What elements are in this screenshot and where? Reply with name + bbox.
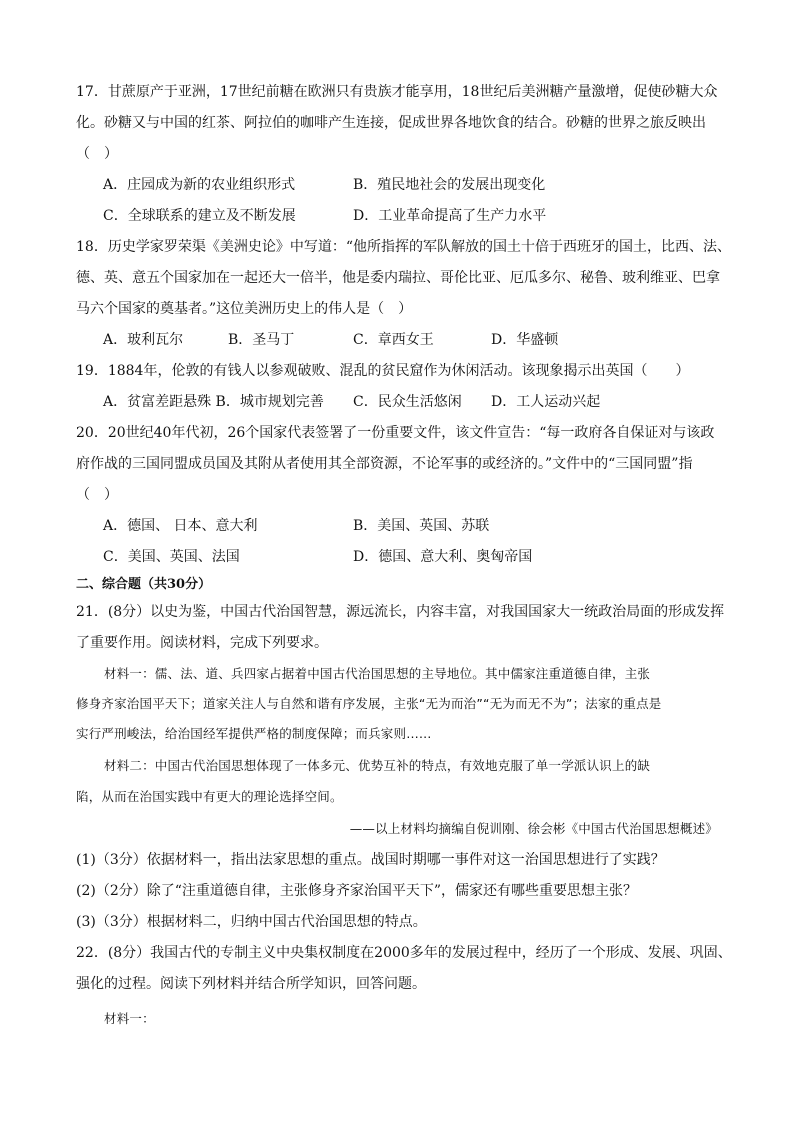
- q17-option-d: D．工业革命提高了生产力水平: [353, 208, 547, 224]
- q21-sub2: (2)（2分）除了“注重道德自律，主张修身齐家治国平天下”，儒家还有哪些重要思想主张？: [76, 883, 638, 899]
- q21-material1-line1: 材料一：儒、法、道、兵四家占据着中国古代治国思想的主导地位。其中儒家注重道德自律，主张: [104, 666, 651, 681]
- q17-stem-line2: 化。砂糖又与中国的红茶、阿拉伯的咖啡产生连接，促成世界各地饮食的结合。砂糖的世界之旅反映出: [76, 115, 706, 131]
- q22-stem-line1: 22．(8分）我国古代的专制主义中央集权制度在2000多年的发展过程中，经历了一个形成、发展、巩固、: [76, 945, 732, 961]
- q18-option-a: A．玻利瓦尔: [103, 332, 184, 348]
- q17-bracket: （ ）: [76, 146, 118, 162]
- q21-source: ——以上材料均摘编自倪训刚、徐会彬《中国古代治国思想概述》: [349, 821, 718, 836]
- q21-sub1: (1)（3分）依据材料一，指出法家思想的重点。战国时期哪一事件对这一治国思想进行了实践？: [76, 852, 665, 868]
- q18-option-c: C．章西女王: [353, 332, 434, 348]
- q22-stem-line2: 强化的过程。阅读下列材料并结合所学知识，回答问题。: [76, 976, 426, 992]
- q19-option-c: C．民众生活悠闲: [353, 394, 462, 410]
- q20-stem-line2: 府作战的三国同盟成员国及其附从者使用其全部资源，不论军事的或经济的。”文件中的“三国同盟”指: [76, 456, 693, 472]
- q21-stem-line1: 21．(8分）以史为鉴，中国古代治国智慧，源远流长，内容丰富，对我国国家大一统政治局面的形成发挥: [76, 604, 725, 620]
- q18-stem-line3: 马六个国家的奠基者。”这位美洲历史上的伟人是（ ）: [76, 301, 413, 317]
- q18-option-b: B．圣马丁: [228, 332, 295, 348]
- q17-option-c: C．全球联系的建立及不断发展: [103, 208, 296, 224]
- q21-material2-line2: 陷，从而在治国实践中有更大的理论选择空间。: [76, 789, 343, 804]
- q22-material1-label: 材料一：: [104, 1011, 155, 1026]
- q21-material1-line3: 实行严刑峻法，给治国经军提供严格的制度保障；而兵家则……: [76, 726, 432, 741]
- q17-option-a: A．庄园成为新的农业组织形式: [103, 177, 296, 193]
- q20-option-b: B．美国、英国、苏联: [353, 518, 490, 534]
- q19-option-d: D．工人运动兴起: [491, 394, 601, 410]
- q18-stem-line2: 德、英、意五个国家加在一起还大一倍半，他是委内瑞拉、哥伦比亚、厄瓜多尔、秘鲁、玻利维亚、巴拿: [76, 270, 720, 286]
- q17-stem-line1: 17．甘蔗原产于亚洲，17世纪前糖在欧洲只有贵族才能享用，18世纪后美洲糖产量激增，促使砂糖大众: [76, 84, 718, 100]
- q19-option-ab: A．贫富差距悬殊 B．城市规划完善: [103, 394, 324, 410]
- q21-sub3: (3)（3分）根据材料二，归纳中国古代治国思想的特点。: [76, 914, 427, 930]
- q20-option-a: A．德国、 日本、意大利: [103, 518, 258, 534]
- q18-stem-line1: 18．历史学家罗荣渠《美洲史论》中写道：“他所指挥的军队解放的国土十倍于西班牙的国土，比西、法、: [76, 239, 731, 255]
- q20-option-d: D．德国、意大利、奥匈帝国: [353, 549, 533, 565]
- q21-stem-line2: 了重要作用。阅读材料，完成下列要求。: [76, 635, 328, 651]
- q19-stem-line1: 19．1884年，伦敦的有钱人以参观破败、混乱的贫民窟作为休闲活动。该现象揭示出英国（ ）: [76, 363, 690, 379]
- q21-material1-line2: 修身齐家治国平天下；道家关注人与自然和谐有序发展，主张“无为而治”“无为而无不为”；法家的重点是: [76, 696, 662, 711]
- q20-bracket: （ ）: [76, 487, 118, 503]
- q20-stem-line1: 20．20世纪40年代初，26个国家代表签署了一份重要文件，该文件宣告：“每一政府各自保证对与该政: [76, 425, 715, 441]
- q20-option-c: C．美国、英国、法国: [103, 549, 240, 565]
- q21-material2-line1: 材料二：中国古代治国思想体现了一体多元、优势互补的特点，有效地克服了单一学派认识上的缺: [104, 758, 651, 773]
- q17-option-b: B．殖民地社会的发展出现变化: [353, 177, 546, 193]
- section-title: 二、综合题（共30分）: [76, 577, 212, 592]
- q18-option-d: D．华盛顿: [491, 332, 559, 348]
